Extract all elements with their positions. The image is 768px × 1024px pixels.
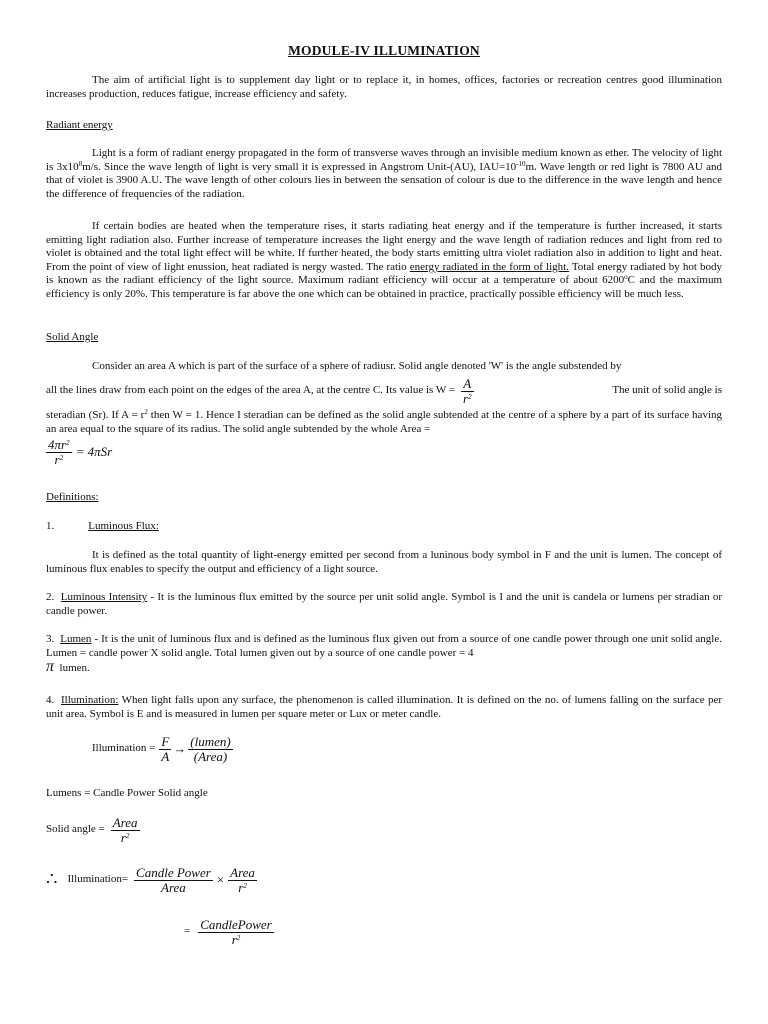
radiant-paragraph-2: If certain bodies are heated when the temperature rises, it starts radiating heat energy and if the temperature is further increased, it starts emitting light radiation also. Further increase of temperature increases the light energy and the wave length of radiation reduces and light from red to violet is obtained and the total light effect will be white. If further heated, the body starts emitting ultra violet radiation also in addition to light and heat. From the point of view of light enussion, heat radiated is nergy wasted. The ratio energy radiated in the form of light. Total energy radiated by hot body is known as the radiant efficiency of the light source. Maximum radiant efficiency will occur at a temperature of about 6200$^o$C and the maximum efficiency is only 20%. This temperature is far above the one which can be obtained in practice, practically possible efficiency will be much less.: [46, 220, 723, 300]
heading-solid-angle: Solid Angle: [46, 331, 99, 343]
page-title: MODULE-IV ILLUMINATION: [288, 43, 480, 58]
illumination-formula: Illumination = $\frac{F}{A}$ → $\frac{\text{(lumen)}}{\text{(Area)}}$: [92, 734, 231, 764]
radiant-paragraph-1: Light is a form of radiant energy propagated in the form of transverse waves through an invisible medium known as ether. The velocity of light is $3x10^8m/s$. Since the wave length of light is very small it is expressed in Angstrom Unit-(AU), $IAU=10^{-10}m$. Wave length or red light is 7800 AU and that of violet is 3900 A.U. The wave length of other colours lies in between the sensation of colour is due to the difference in the wave length and hence the difference of frequencies of the radiation.: [46, 147, 722, 200]
final-fraction: $\frac{\text{CandlePower}}{r^2}$: [200, 917, 272, 947]
definition-3: 3. Lumen - It is the unit of luminous flux and is defined as the luminous flux given out from a source of one candle power through one unit solid angle. Lumen = candle power X solid angle. Total lumen given out by a source of one candle power = 4 π lumen.: [46, 633, 722, 675]
solid-angle-formula: Solid angle = $\frac{\text{Area}}{r^2}$: [46, 815, 138, 845]
illumination-unit-fraction: $\frac{\text{(lumen)}}{\text{(Area)}}$: [190, 734, 231, 764]
intro-paragraph: The aim of artificial light is to supplement day light or to replace it, in homes, offices, factories or recreation centres good illumination increases production, reduces fatigue, increase efficiency and safety.: [46, 74, 722, 100]
solid-angle-line-2: all the lines draw from each point on the edges of the area A, at the centre C. Its value is W = $\frac{A}{r^2}$ The unit of solid angle is: [46, 376, 722, 406]
whole-area-fraction: $\frac{4\pi r^2}{r^2}$: [48, 437, 70, 467]
area-r2-fraction: $\frac{\text{Area}}{r^2}$: [230, 865, 255, 895]
lumens-line: Lumens = Candle Power Solid angle: [46, 787, 208, 799]
heading-definitions: Definitions:: [46, 491, 99, 503]
definition-1-text: It is defined as the total quantity of light-energy emitted per second from a luninous body symbol in F and the unit is lumen. The concept of luminous flux enables to specify the output and efficiency of a light source.: [46, 549, 722, 575]
pi-symbol: π: [46, 658, 55, 675]
candle-power-area-fraction: $\frac{\text{Candle Power}}{\text{Area}}$: [136, 865, 211, 895]
definition-2: 2. Luminous Intensity - It is the luminous flux emitted by the source per unit solid angle. Symbol is I and the unit is candela or lumens per stradian or candle power.: [46, 591, 723, 617]
final-formula: = $\frac{\text{CandlePower}}{r^2}$: [184, 917, 272, 947]
whole-area-formula: $\frac{4\pi r^2}{r^2}$ = 4πSr: [48, 437, 113, 467]
definition-1-heading: 1. Luminous Flux:: [46, 520, 159, 532]
therefore-icon: ∴: [46, 869, 58, 890]
illumination-fraction: $\frac{F}{A}$: [161, 734, 170, 764]
solid-angle-formula-fraction: $\frac{\text{Area}}{r^2}$: [112, 815, 138, 845]
times-icon: ×: [216, 872, 225, 888]
solid-angle-line-1: Consider an area A which is part of the surface of a sphere of radiusr. Solid angle denoted 'W' is the angle substended by: [92, 360, 622, 372]
illumination-derivation: ∴ Illumination= $\frac{\text{Candle Power}}{\text{Area}}$ × $\frac{\text{Area}}{r^2}$: [46, 865, 255, 895]
definition-4: 4. Illumination: When light falls upon any surface, the phenomenon is called illumination. It is defined on the no. of lumens falling on the surface per unit area. Symbol is E and is measured in lumen per square meter or Lux or meter candle.: [46, 694, 723, 720]
heading-radiant-energy: Radiant energy: [46, 119, 113, 131]
arrow-icon: →: [173, 741, 187, 757]
solid-angle-fraction: $\frac{A}{r^2}$: [463, 376, 472, 406]
solid-angle-line-3: steradian (Sr). If $A = r^2$ then W = 1. Hence I steradian can be defined as the solid angle subtended at the centre of a sphere by a part of its surface having an area equal to the square of its radius. The solid angle subtended by the whole Area =: [46, 408, 722, 435]
